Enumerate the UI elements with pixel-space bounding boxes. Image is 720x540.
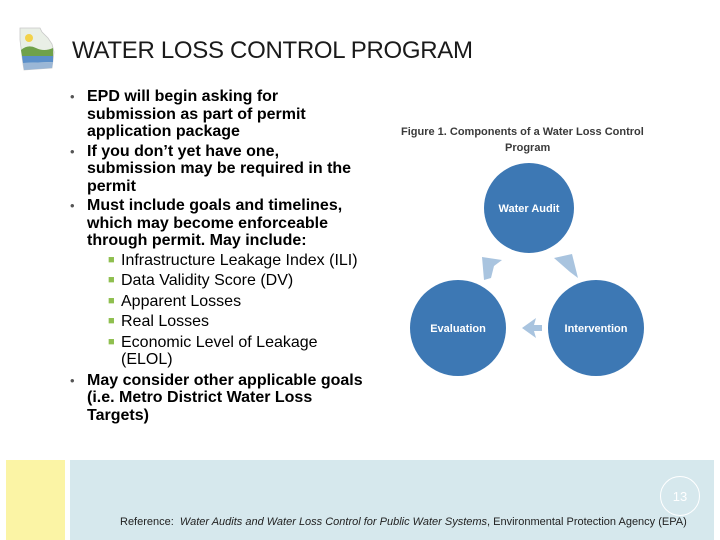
bullet-item xyxy=(70,197,370,369)
footer-yellow-bar xyxy=(6,460,65,540)
square-bullet-icon: ■ xyxy=(108,315,115,327)
figure-caption-line2: Program xyxy=(505,142,551,154)
bullet-marker-icon: • xyxy=(70,372,75,388)
bullet-text: If you don’t yet have one, submission may be required in the permit xyxy=(87,142,352,195)
sub-bullet-text: Economic Level of Leakage (ELOL) xyxy=(121,333,318,368)
bullet-text: EPD will begin asking for submission as part of permit application package xyxy=(87,88,306,140)
figure-caption-line1: Figure 1. Components of a Water Loss Control xyxy=(401,126,644,138)
sub-bullet-item xyxy=(108,334,370,369)
slide-title: WATER LOSS CONTROL PROGRAM xyxy=(72,37,473,64)
reference-title: Water Audits and Water Loss Control for Public Water Systems xyxy=(179,516,488,528)
arrow-evaluation-to-audit-icon xyxy=(482,257,502,280)
square-bullet-icon: ■ xyxy=(108,294,115,307)
node-label-intervention: Intervention xyxy=(564,323,628,335)
bullet-item xyxy=(70,372,370,425)
bullet-text: Must include goals and timelines, which may become enforceable through permit. May include: xyxy=(87,197,343,249)
square-bullet-icon: ■ xyxy=(108,274,115,286)
sub-bullet-text: Real Losses xyxy=(121,313,210,330)
bullet-item xyxy=(70,88,370,141)
square-bullet-icon: ■ xyxy=(108,253,115,266)
sub-bullet-item xyxy=(108,252,370,270)
sub-bullet-text: Apparent Losses xyxy=(121,292,242,310)
sub-bullet-item xyxy=(108,313,370,331)
sub-bullet-item xyxy=(108,293,370,311)
square-bullet-icon: ■ xyxy=(108,335,115,348)
arrow-intervention-to-evaluation-icon xyxy=(522,318,542,338)
bullet-text: May consider other applicable goals (i.e. Metro District Water Loss Targets) xyxy=(87,371,363,424)
reference-suffix: , Environmental Protection Agency (EPA) xyxy=(487,516,687,528)
bullet-list xyxy=(70,88,370,426)
node-label-evaluation: Evaluation xyxy=(430,323,486,335)
georgia-logo-icon xyxy=(16,26,58,72)
reference-citation xyxy=(120,515,712,529)
sub-bullet-text: Data Validity Score (DV) xyxy=(121,272,294,289)
bullet-marker-icon: • xyxy=(70,89,75,104)
water-loss-cycle-figure xyxy=(396,120,666,380)
node-label-water-audit: Water Audit xyxy=(498,203,560,215)
sub-bullet-text: Infrastructure Leakage Index (ILI) xyxy=(121,251,358,269)
sub-bullet-item xyxy=(108,272,370,290)
bullet-item xyxy=(70,143,370,196)
reference-prefix: Reference: xyxy=(120,516,180,528)
arrow-audit-to-intervention-icon xyxy=(554,254,578,278)
page-number-badge: 13 xyxy=(660,476,700,516)
bullet-marker-icon: • xyxy=(70,143,75,159)
bullet-marker-icon: • xyxy=(70,198,75,213)
